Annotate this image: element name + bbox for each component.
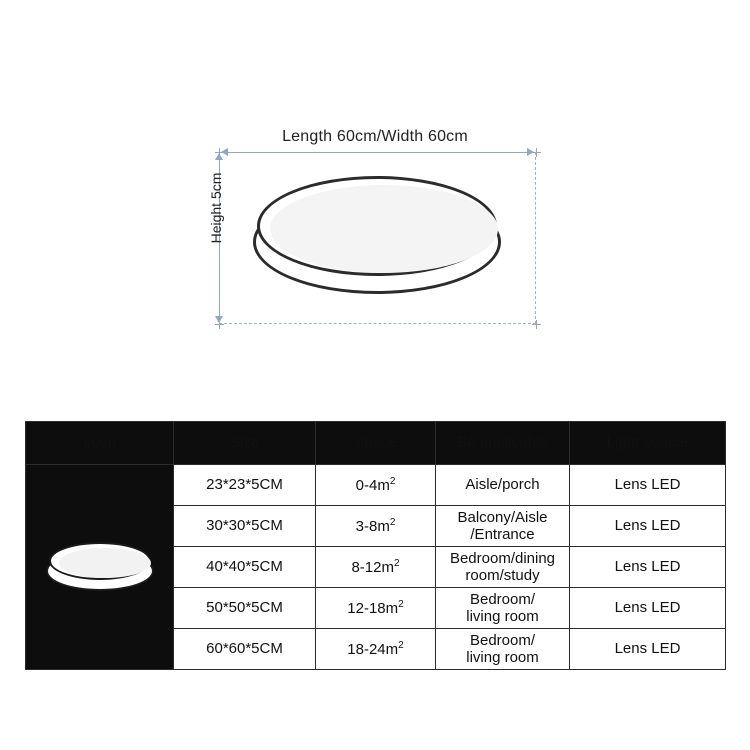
column-header-applicable: Be applicable: [436, 422, 570, 465]
cell-light-source: Lens LED: [570, 588, 726, 629]
cell-space: [316, 465, 436, 506]
cell-applicable-line1: Balcony/Aisle: [457, 508, 548, 526]
cell-size: 30*30*5CM: [174, 506, 316, 547]
cell-space-value: 18-24: [347, 640, 386, 658]
cell-space-exponent: 2: [398, 598, 404, 610]
cell-size: 23*23*5CM: [174, 465, 316, 506]
cell-space-value: 0-4: [355, 476, 378, 494]
cell-light-source: Lens LED: [570, 629, 726, 670]
cell-applicable-line1: Bedroom/: [469, 631, 536, 649]
cell-applicable: [436, 547, 570, 588]
height-dimension-label: Height 5cm: [208, 172, 224, 244]
cell-size: 50*50*5CM: [174, 588, 316, 629]
cell-space-unit: m: [385, 599, 399, 617]
column-header-light-source: Light source: [570, 422, 726, 465]
lamp-icon-top: [49, 542, 151, 580]
cell-light-source: Lens LED: [570, 465, 726, 506]
cell-applicable-line1: Bedroom/: [469, 590, 536, 608]
cell-applicable: [436, 588, 570, 629]
cell-space: [316, 506, 436, 547]
cell-applicable: [436, 629, 570, 670]
cell-space-exponent: 2: [393, 557, 400, 569]
cell-space-unit: m: [377, 476, 390, 494]
cell-space-unit: m: [385, 640, 399, 658]
corner-tick-bottom-right: [532, 320, 541, 329]
cell-space-value: 3-8: [355, 517, 378, 535]
column-header-size: Size: [174, 422, 316, 465]
cell-space: [316, 629, 436, 670]
cell-applicable-line2: room/study: [465, 567, 540, 584]
cell-space-value: 8-12: [351, 558, 382, 576]
column-header-icon: Lcon: [26, 422, 174, 465]
cell-applicable-line2: living room: [466, 608, 539, 625]
lamp-top-shape: [257, 176, 497, 276]
arrow-head-up-icon: [215, 153, 223, 160]
ceiling-lamp-icon: [26, 465, 174, 670]
cell-space-exponent: 2: [389, 516, 396, 528]
cell-applicable-line1: Bedroom/dining: [449, 549, 556, 567]
cell-applicable-line2: /Entrance: [470, 526, 535, 543]
cell-space-value: 12-18: [347, 599, 386, 617]
width-dimension-arrow: [222, 152, 533, 153]
arrow-head-down-icon: [215, 316, 223, 323]
cell-space-unit: m: [381, 558, 394, 576]
cell-applicable-line1: Aisle/porch: [465, 476, 540, 494]
cell-applicable: [436, 465, 570, 506]
cell-size: 60*60*5CM: [174, 629, 316, 670]
cell-light-source: Lens LED: [570, 547, 726, 588]
table-row: [26, 465, 726, 506]
specification-table-wrapper: [25, 421, 725, 670]
cell-space: [316, 547, 436, 588]
column-header-space: Space: [316, 422, 436, 465]
cell-space-unit: m: [377, 517, 390, 535]
lamp-icon-shape: [46, 542, 154, 592]
ceiling-lamp-illustration: [253, 176, 501, 304]
lamp-icon-shade: [59, 548, 151, 578]
arrow-head-right-icon: [527, 148, 534, 156]
cell-space: [316, 588, 436, 629]
cell-applicable-line2: living room: [466, 649, 539, 666]
dimension-title: Length 60cm/Width 60cm: [282, 128, 468, 145]
cell-space-exponent: 2: [398, 639, 404, 651]
cell-light-source: Lens LED: [570, 506, 726, 547]
cell-size: 40*40*5CM: [174, 547, 316, 588]
table-header-row: [26, 422, 726, 465]
specification-table: [25, 421, 726, 670]
cell-space-exponent: 2: [389, 475, 396, 487]
lamp-shade-shape: [270, 185, 498, 273]
cell-applicable: [436, 506, 570, 547]
